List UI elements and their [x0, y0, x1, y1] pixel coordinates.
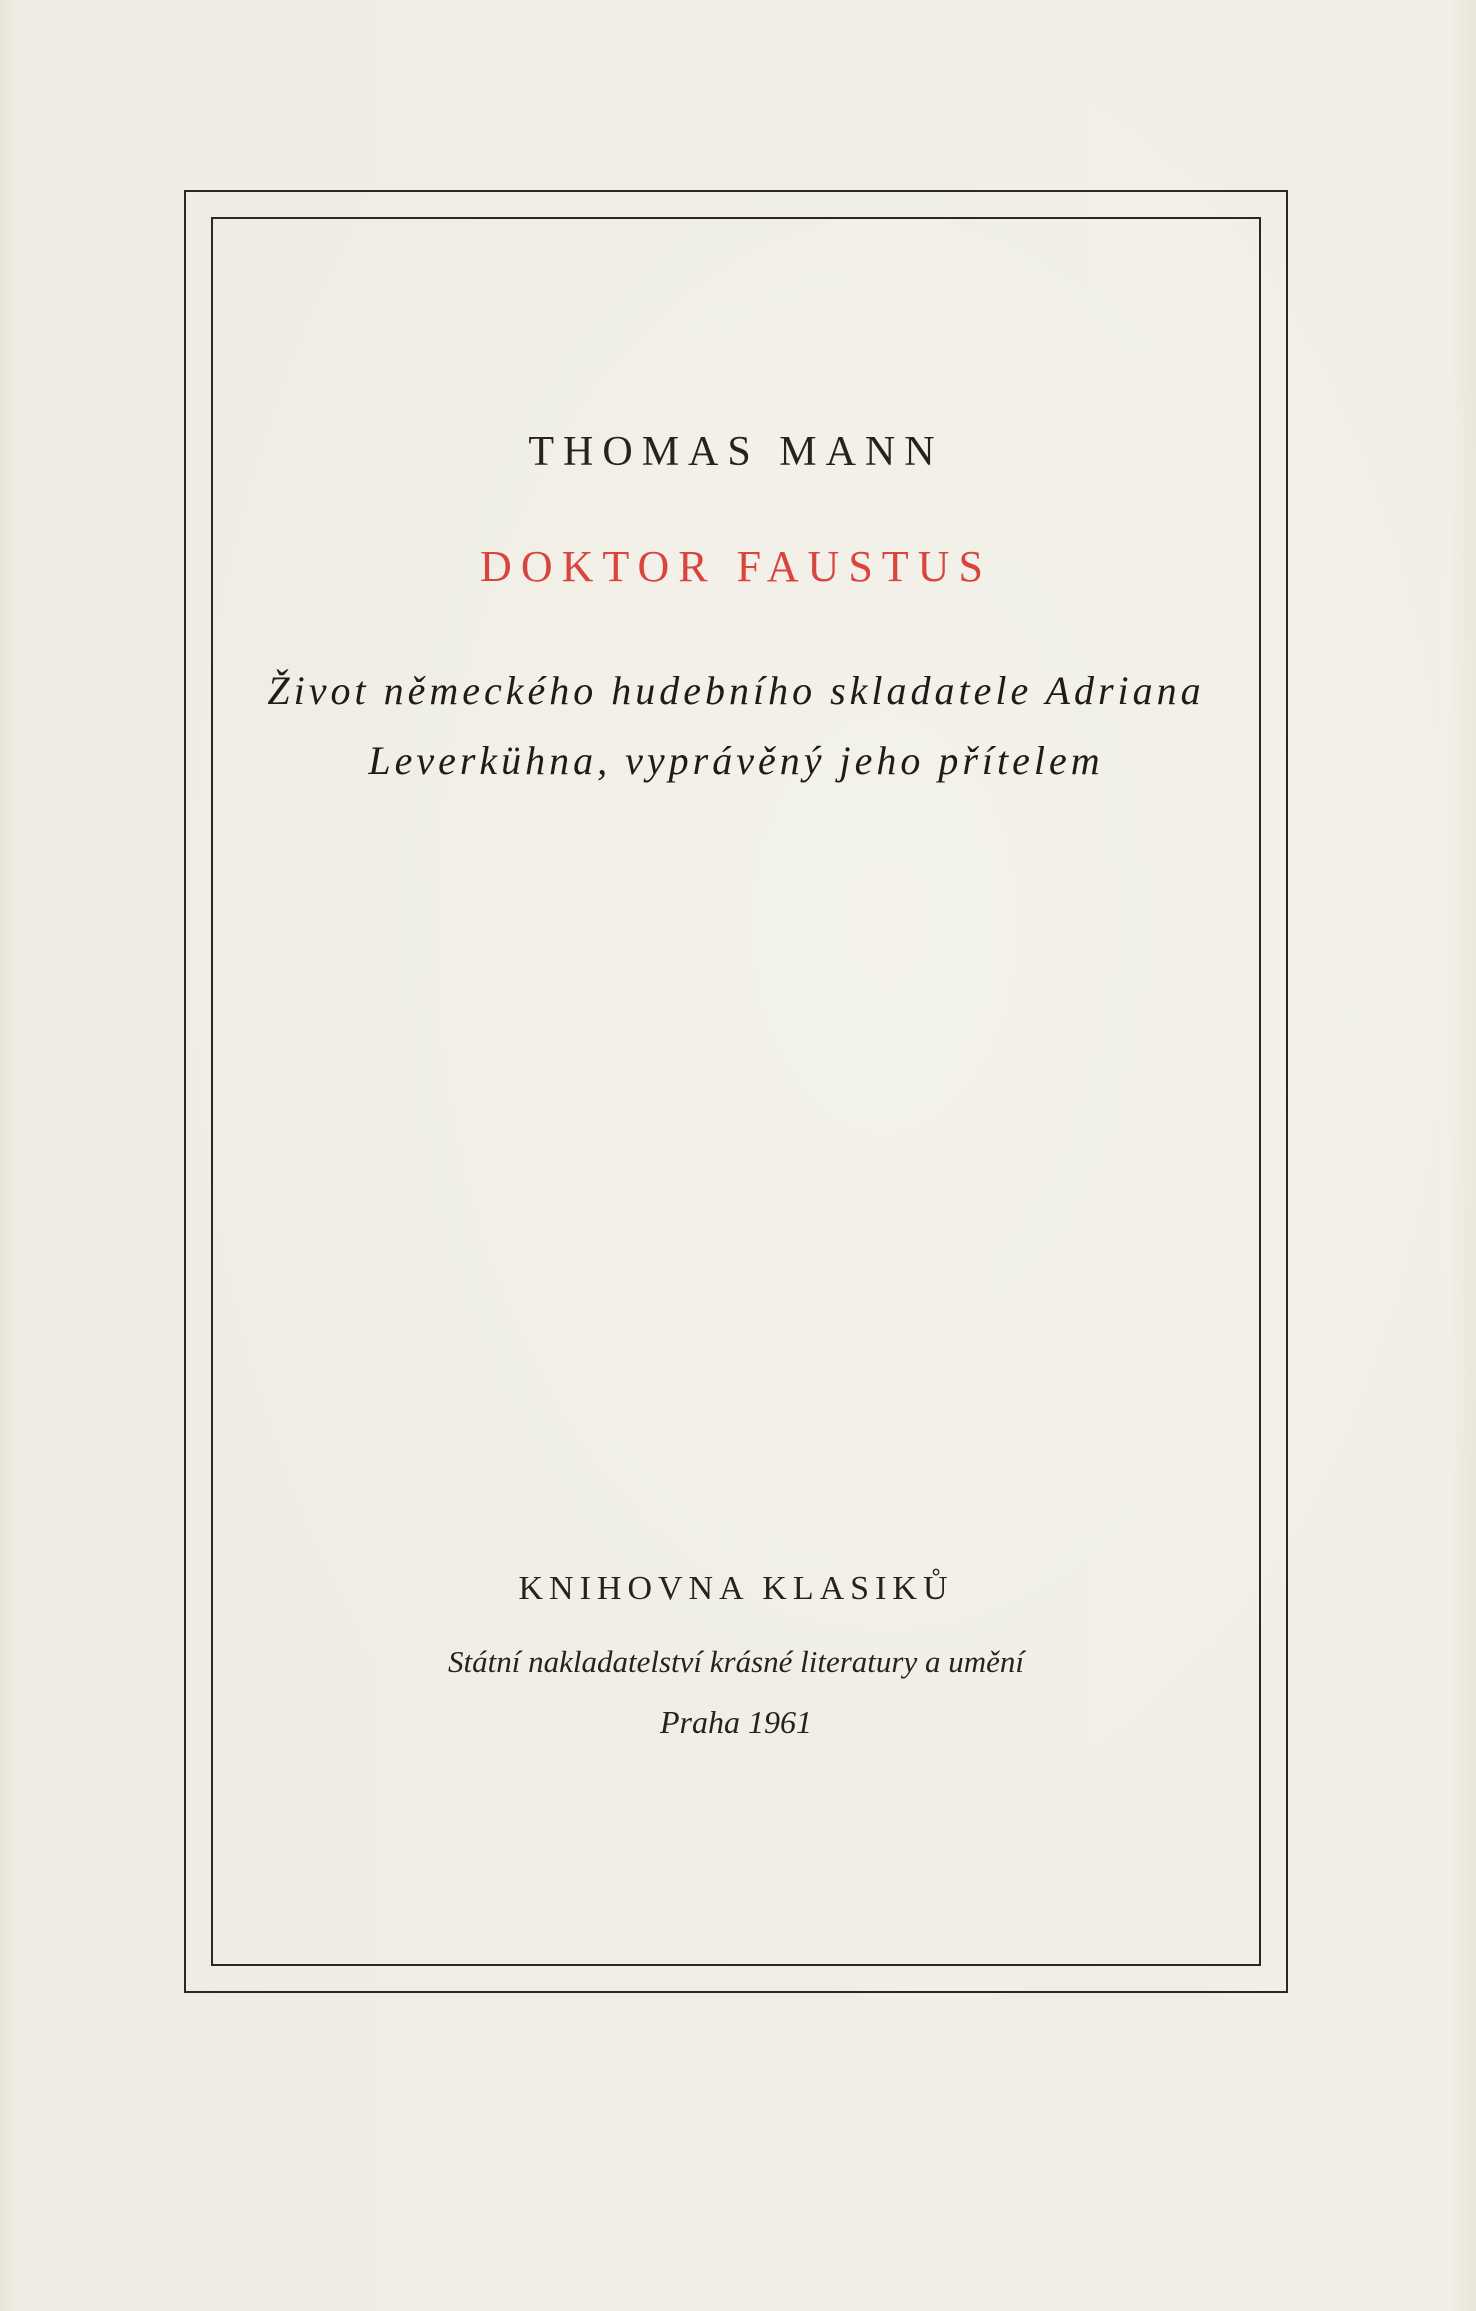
- publisher-name: Státní nakladatelství krásné literatury a umění: [448, 1644, 1024, 1679]
- subtitle-line-2: Leverkühna, vyprávěný jeho přítelem: [368, 738, 1104, 783]
- series-name: KNIHOVNA KLASIKŮ: [518, 1570, 954, 1607]
- subtitle-line-1: Život německého hudebního skladatele Adriana: [267, 668, 1205, 713]
- book-title: DOKTOR FAUSTUS: [480, 542, 992, 591]
- place-and-year: Praha 1961: [660, 1704, 812, 1740]
- author-name: THOMAS MANN: [528, 429, 944, 475]
